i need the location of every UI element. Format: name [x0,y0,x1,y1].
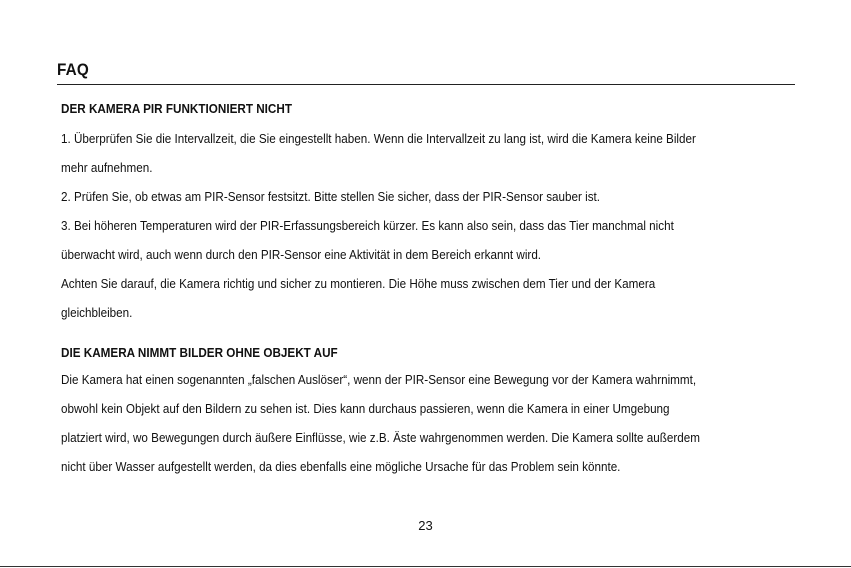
page-title: FAQ [57,60,89,79]
paragraph-line: 2. Prüfen Sie, ob etwas am PIR-Sensor festsitzt. Bitte stellen Sie sicher, dass der PIR-Sensor sauber ist. [61,189,601,204]
paragraph-line: platziert wird, wo Bewegungen durch äußere Einflüsse, wie z.B. Äste wahrgenommen werden. Die Kamera sollte außerdem [61,430,700,445]
paragraph-line: Die Kamera hat einen sogenannten „falschen Auslöser“, wenn der PIR-Sensor eine Bewegung vor der Kamera wahrnimmt, [61,372,697,387]
title-divider [57,84,795,85]
paragraph-line: mehr aufnehmen. [61,160,153,175]
paragraph-line: 3. Bei höheren Temperaturen wird der PIR-Erfassungsbereich kürzer. Es kann also sein, dass das Tier manchmal nicht [61,218,674,233]
page-number: 23 [418,518,433,533]
paragraph-line: gleichbleiben. [61,305,133,320]
paragraph-line: 1. Überprüfen Sie die Intervallzeit, die Sie eingestellt haben. Wenn die Intervallzeit zu lang ist, wird die Kamera keine Bilder [61,131,696,146]
section-heading-pir: DER KAMERA PIR FUNKTIONIERT NICHT [61,101,292,116]
paragraph-line: Achten Sie darauf, die Kamera richtig und sicher zu montieren. Die Höhe muss zwischen dem Tier und der Kamera [61,276,656,291]
section-heading-no-object: DIE KAMERA NIMMT BILDER OHNE OBJEKT AUF [61,345,338,360]
bottom-divider [0,566,851,567]
paragraph-line: nicht über Wasser aufgestellt werden, da dies ebenfalls eine mögliche Ursache für das Problem sein könnte. [61,459,621,474]
paragraph-line: überwacht wird, auch wenn durch den PIR-Sensor eine Aktivität in dem Bereich erkannt wird. [61,247,542,262]
paragraph-line: obwohl kein Objekt auf den Bildern zu sehen ist. Dies kann durchaus passieren, wenn die Kamera in einer Umgebung [61,401,670,416]
